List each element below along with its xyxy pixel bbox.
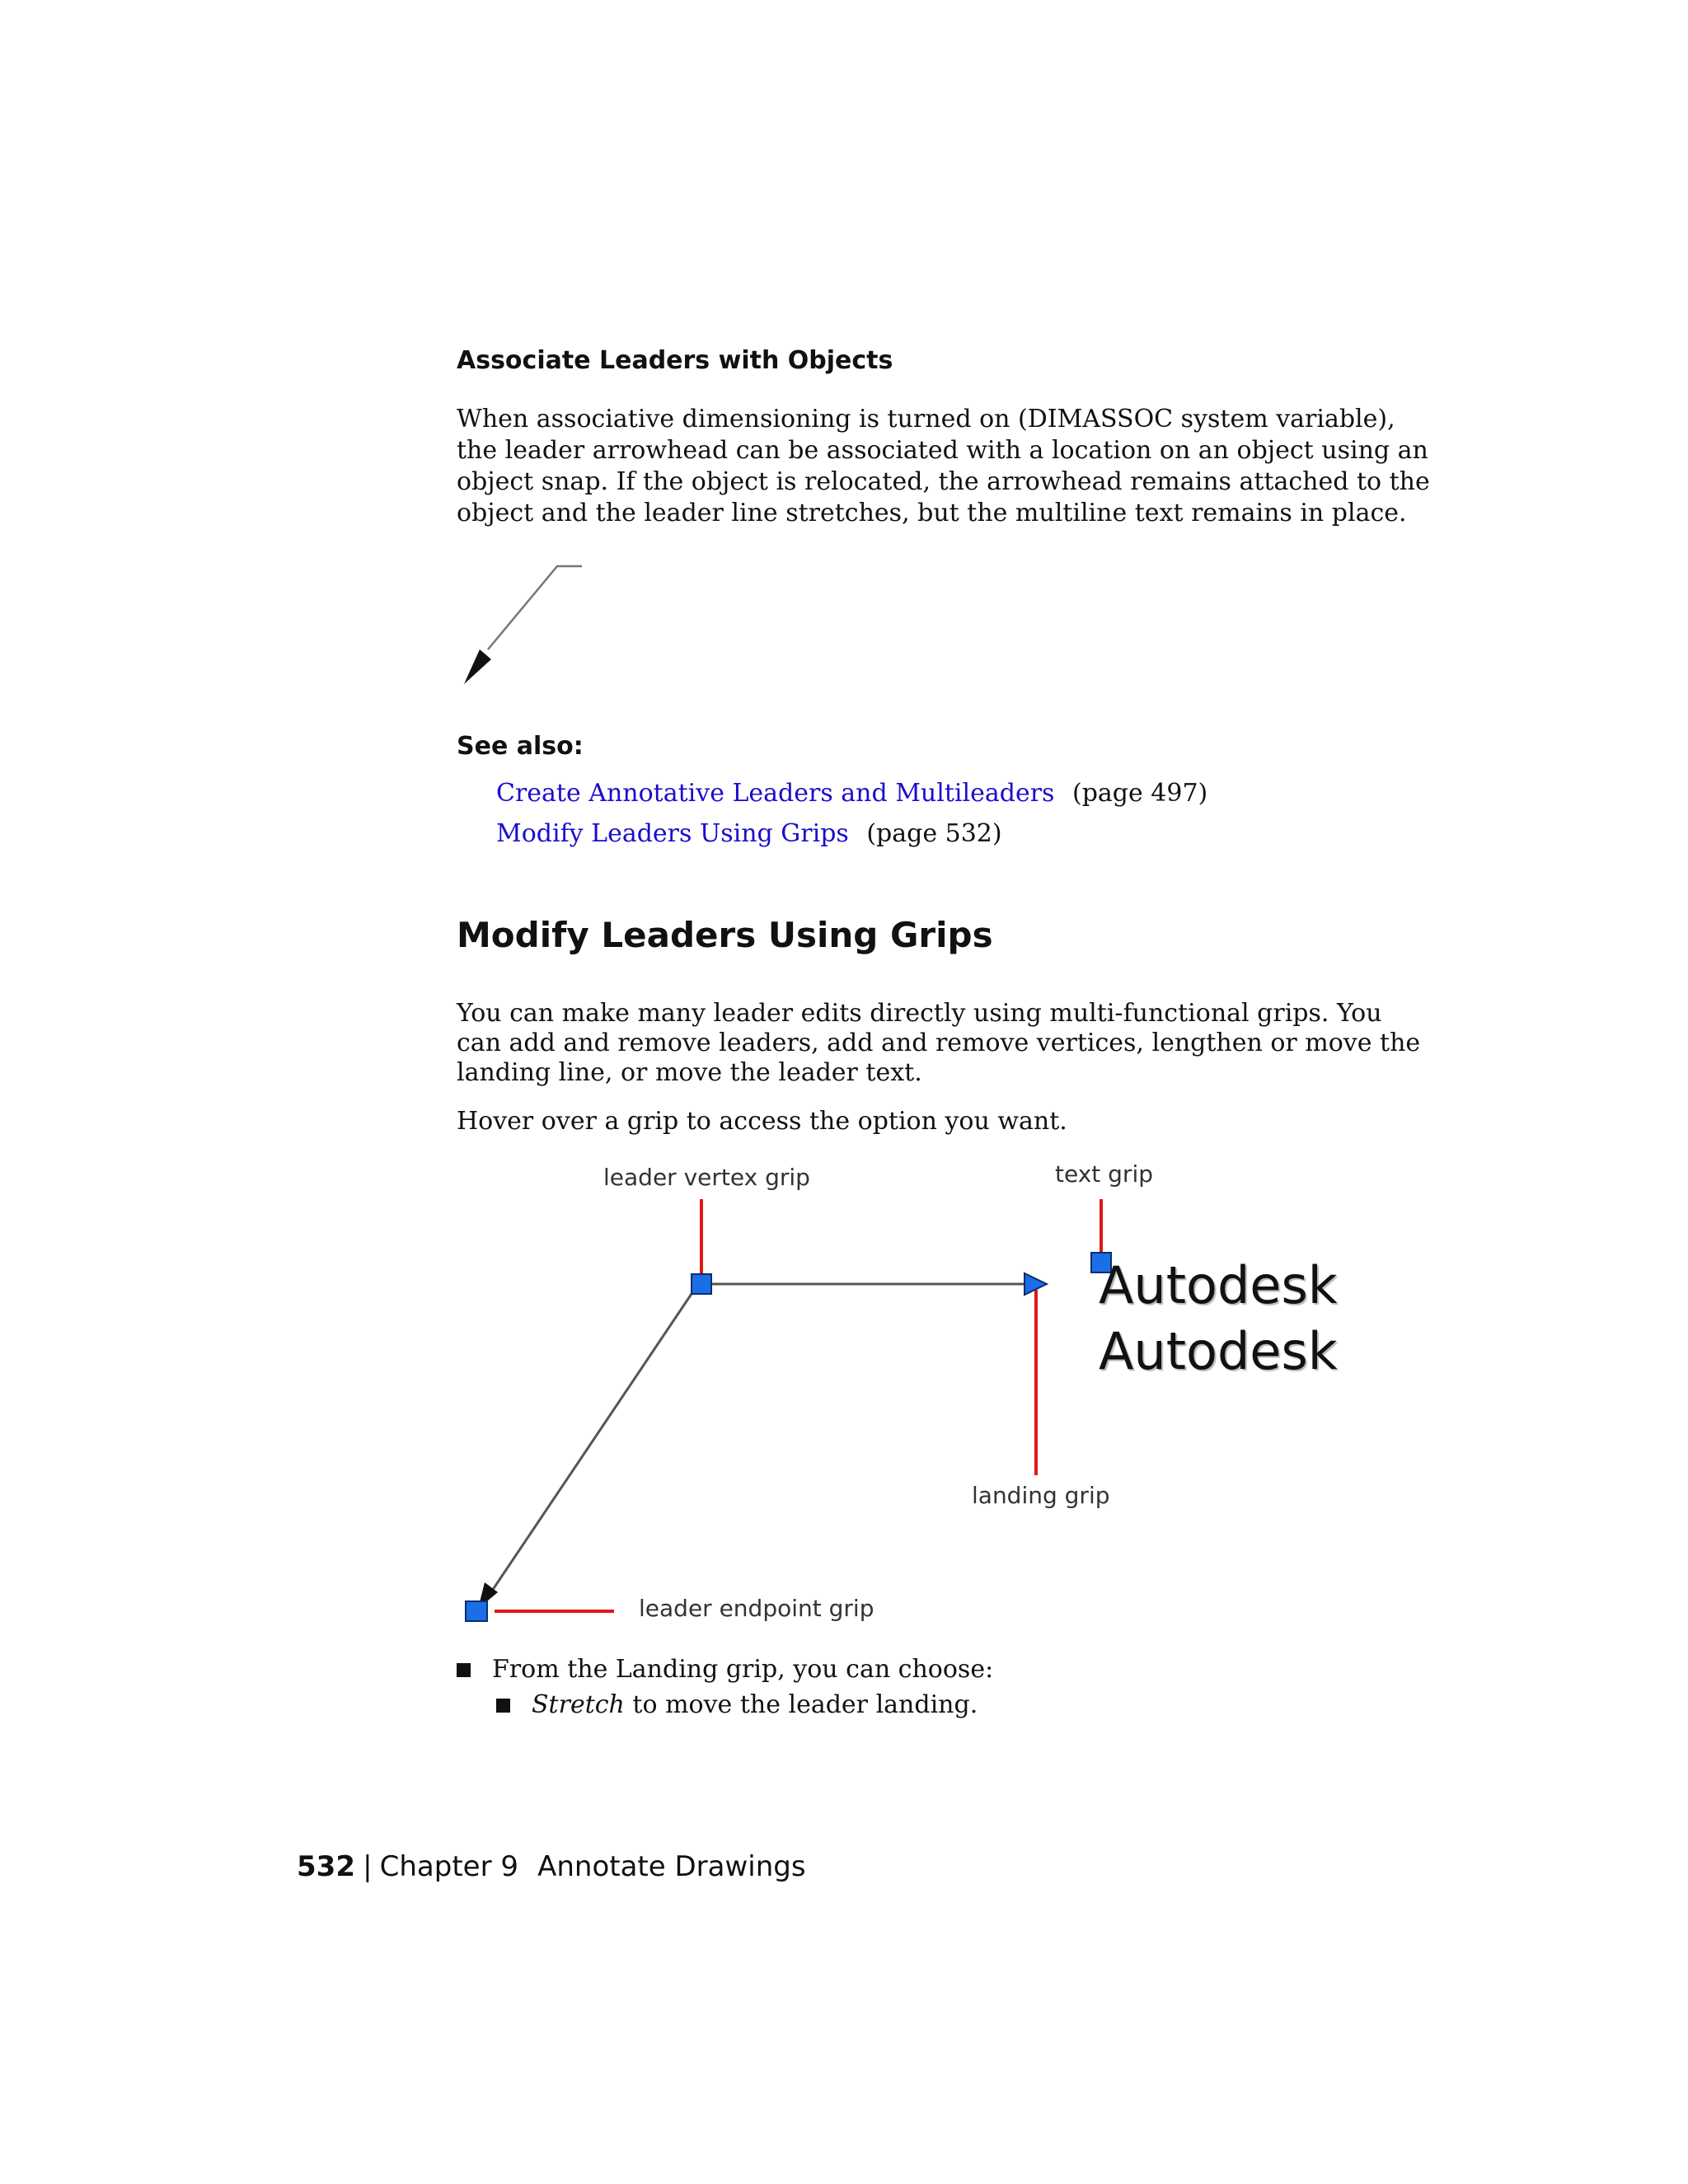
grip-figure <box>445 1154 1360 1632</box>
leader-illustration <box>462 560 593 692</box>
link-create-annotative-leaders[interactable]: Create Annotative Leaders and Multileaders <box>496 779 1055 808</box>
text-grip-label: text grip <box>1055 1160 1153 1188</box>
leader-multiline-text <box>1099 1253 1338 1385</box>
leader-line <box>488 566 582 649</box>
see-also-label: See also: <box>457 732 584 761</box>
sub-list-item-text: to move the leader landing. <box>624 1690 978 1719</box>
paragraph-line: can add and remove leaders, add and remove vertices, lengthen or move the <box>457 1029 1421 1057</box>
page-reference: (page 532) <box>866 819 1002 848</box>
sub-list-item <box>496 1690 978 1721</box>
chapter-label: Chapter 9 <box>379 1850 519 1883</box>
page-number: 532 <box>297 1850 355 1883</box>
footer-separator: | <box>363 1850 373 1883</box>
leader-line <box>484 1284 698 1603</box>
emphasis-stretch: Stretch <box>532 1690 625 1719</box>
paragraph-line: object snap. If the object is relocated, the arrowhead remains attached to the <box>457 467 1430 496</box>
section-heading: Modify Leaders Using Grips <box>457 915 993 955</box>
list-item-text: From the Landing grip, you can choose: <box>492 1655 994 1684</box>
endpoint-grip-label: leader endpoint grip <box>639 1595 874 1622</box>
hover-instruction: Hover over a grip to access the option you want. <box>457 1107 1067 1136</box>
endpoint-grip[interactable] <box>466 1601 487 1621</box>
paragraph-line: object and the leader line stretches, but the multiline text remains in place. <box>457 499 1407 527</box>
section-heading: Associate Leaders with Objects <box>457 346 893 375</box>
paragraph-line: You can make many leader edits directly using multi-functional grips. You <box>457 999 1382 1028</box>
paragraph-line: When associative dimensioning is turned on (DIMASSOC system variable), <box>457 405 1395 434</box>
bullet-square-icon <box>496 1699 510 1713</box>
vertex-grip-label: leader vertex grip <box>603 1164 810 1191</box>
page-footer <box>297 1850 806 1883</box>
chapter-title: Annotate Drawings <box>537 1850 806 1883</box>
see-also-item <box>496 778 1207 809</box>
page-reference: (page 497) <box>1071 779 1208 808</box>
list-item <box>457 1654 993 1685</box>
landing-grip-label: landing grip <box>972 1482 1110 1509</box>
bullet-square-icon <box>457 1663 471 1677</box>
see-also-item <box>496 818 1002 850</box>
leader-text-line: Autodesk <box>1099 1255 1338 1315</box>
leader-text-line: Autodesk <box>1099 1321 1338 1381</box>
arrowhead <box>464 649 491 684</box>
section1-paragraph <box>457 404 1430 529</box>
section2-paragraph <box>457 999 1420 1088</box>
link-modify-leaders-using-grips[interactable]: Modify Leaders Using Grips <box>496 819 849 848</box>
vertex-grip[interactable] <box>692 1274 711 1294</box>
paragraph-line: landing line, or move the leader text. <box>457 1058 922 1087</box>
grip-diagram <box>445 1154 1360 1632</box>
paragraph-line: the leader arrowhead can be associated with a location on an object using an <box>457 436 1428 465</box>
